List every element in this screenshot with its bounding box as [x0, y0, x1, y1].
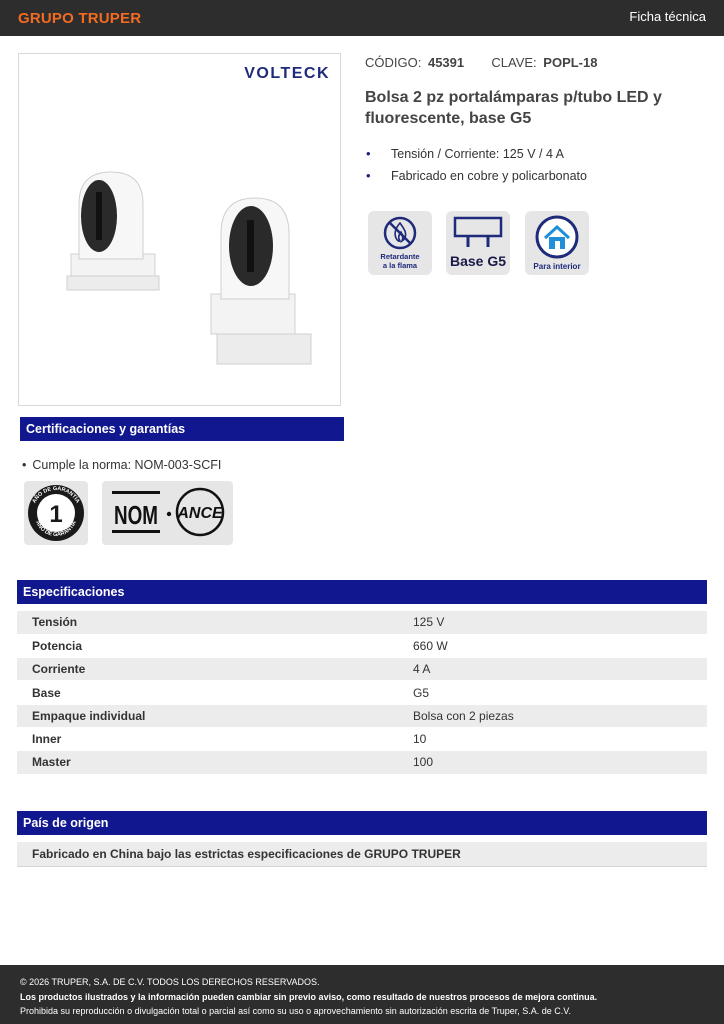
- table-row: [17, 634, 707, 657]
- ance-text: ANCE: [177, 505, 223, 522]
- base-g5-label: Base G5: [449, 253, 507, 269]
- spec-value: 125 V: [413, 611, 707, 634]
- warranty-number: 1: [49, 501, 63, 528]
- specs-table: [17, 611, 707, 775]
- feature-item: • Tensión / Corriente: 125 V / 4 A: [366, 146, 587, 168]
- spec-value: 4 A: [413, 658, 707, 681]
- flame-retardant-badge: [368, 211, 432, 275]
- footer-prohibition: Prohibida su reproducción o divulgación total o parcial así como su uso o aprovechamiento sin autorización escrita de Truper, S.A. de C.V.: [20, 1006, 571, 1016]
- codigo-label: CÓDIGO:: [365, 55, 422, 70]
- spec-key: Corriente: [17, 658, 413, 681]
- base-g5-badge: [446, 211, 510, 275]
- table-row: [17, 751, 707, 774]
- table-row: [17, 727, 707, 750]
- footer-copyright: © 2026 TRUPER, S.A. DE C.V. TODOS LOS DERECHOS RESERVADOS.: [20, 977, 320, 987]
- spec-key: Potencia: [32, 638, 83, 653]
- nom-ance-icon: [102, 481, 233, 545]
- lampholder-illustration: [59, 164, 319, 389]
- footer: [0, 965, 724, 1024]
- product-title: Bolsa 2 pz portalámparas p/tubo LED y fluorescente, base G5: [365, 89, 662, 127]
- nom-ance-badge: [102, 481, 233, 545]
- spec-key: Master: [17, 751, 413, 774]
- product-image: [18, 53, 341, 406]
- table-row: [17, 681, 707, 704]
- origin-text: Fabricado en China bajo las estrictas especificaciones de GRUPO TRUPER: [17, 842, 707, 867]
- warranty-badge: [24, 481, 88, 545]
- brand-logo: GRUPO TRUPER: [18, 10, 142, 27]
- top-bar: [0, 0, 724, 36]
- page-type-title: Ficha técnica: [629, 9, 706, 24]
- spec-value: G5: [413, 685, 430, 700]
- warranty-text-bottom: AÑO DE GARANTÍA: [34, 520, 78, 539]
- footer-notice: Los productos ilustrados y la información pueden cambiar sin previo aviso, como resultado de nuestros procesos de mejora continua.: [20, 991, 598, 1002]
- specs-header: Especificaciones: [17, 580, 707, 604]
- cert-list-item: • Cumple la norma: NOM-003-SCFI: [22, 458, 222, 472]
- spec-key: Empaque individual: [17, 704, 413, 727]
- flame-label-line2: a la flama: [382, 260, 418, 270]
- product-codes: [365, 55, 597, 70]
- origin-header: País de origen: [17, 811, 707, 835]
- spec-value: 660 W: [413, 638, 448, 653]
- spec-value: 10: [413, 732, 427, 747]
- clave-value: POPL-18: [543, 55, 598, 70]
- indoor-badge: [525, 211, 589, 275]
- certifications-header: Certificaciones y garantías: [20, 417, 344, 441]
- nom-text: NOM: [114, 500, 158, 530]
- warranty-text-top: AÑO DE GARANTÍA: [31, 485, 81, 505]
- feature-list: [366, 146, 587, 190]
- spec-key: Base: [32, 685, 61, 700]
- cert-norm-text: Cumple la norma: NOM-003-SCFI: [32, 458, 222, 472]
- table-row: [17, 704, 707, 727]
- warranty-seal-icon: [24, 481, 88, 545]
- indoor-label: Para interior: [533, 262, 581, 271]
- spec-value: 100: [413, 751, 707, 774]
- table-row: [17, 658, 707, 681]
- table-row: [17, 611, 707, 634]
- spec-value: Bolsa con 2 piezas: [413, 704, 707, 727]
- clave-label: CLAVE:: [491, 55, 537, 70]
- volteck-logo: VOLTECK: [244, 65, 330, 82]
- spec-key: Inner: [32, 732, 62, 747]
- codigo-value: 45391: [427, 55, 465, 70]
- feature-item: • Fabricado en cobre y policarbonato: [366, 168, 587, 190]
- spec-key: Tensión: [17, 611, 413, 634]
- flame-label-line1: Retardante: [380, 252, 420, 261]
